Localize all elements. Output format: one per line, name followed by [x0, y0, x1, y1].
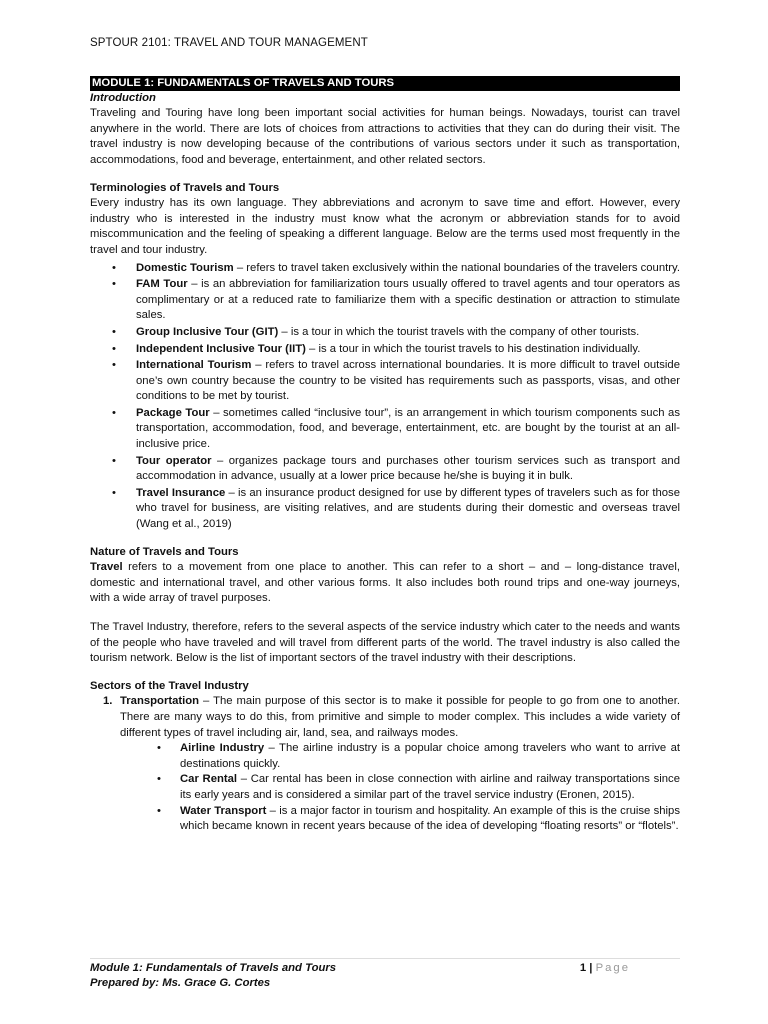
page-footer	[90, 958, 680, 991]
sub-definition: – Car rental has been in close connection with airline and railway transportations since its early years and is considered a similar part of the travel service industry (Eronen, 2015).	[180, 773, 680, 801]
list-item	[90, 454, 680, 485]
bullet-icon: •	[112, 261, 116, 274]
travel-term: Travel	[90, 561, 123, 574]
sub-term: Water Transport	[180, 804, 267, 817]
bullet-icon: •	[112, 486, 116, 499]
page-word: Page	[595, 962, 630, 974]
bullet-icon: •	[112, 359, 116, 372]
term-label: Domestic Tourism	[136, 261, 234, 274]
term-label: Travel Insurance	[136, 486, 226, 499]
term-label: Package Tour	[136, 406, 210, 419]
bullet-icon: •	[157, 742, 161, 755]
sector-definition: – The main purpose of this sector is to make it possible for people to go from one to another. There are many ways to do this, from primitive and simple to moder complex. This includes a wide variety of different types of travel including air, land, sea, and railways modes.	[120, 695, 680, 739]
list-item	[90, 486, 680, 533]
term-definition: – sometimes called “inclusive tour”, is an arrangement in which tourism components such as transportation, accommodation, food, and beverage, entertainment, etc. are bought by the tourist at an all-inclusive price.	[136, 406, 680, 451]
terminologies-heading: Terminologies of Travels and Tours	[90, 181, 280, 194]
nature-heading: Nature of Travels and Tours	[90, 545, 239, 558]
list-item	[90, 741, 680, 772]
travel-paragraph	[90, 560, 680, 607]
bullet-icon: •	[112, 454, 116, 467]
term-definition: – organizes package tours and purchases other tourism services such as transport and accommodation in advance, usually at a lower price because he/she is buying it in bulk.	[136, 454, 680, 483]
list-item	[90, 325, 680, 341]
footer-row	[90, 976, 680, 991]
term-definition: – is an insurance product designed for use by different types of travelers such as for those who travel for business, are visiting relatives, and are students during their domestic and overseas travel (Wang et al., 2019)	[136, 486, 680, 531]
sector-term: Transportation	[120, 695, 200, 708]
term-definition: – is a tour in which the tourist travels with the company of other tourists.	[278, 325, 640, 338]
travel-definition: refers to a movement from one place to another. This can refer to a short – and – long-distance travel, domestic and international travel, and other various forms. It also includes both round trips and one-way journeys, with a wide array of travel purposes.	[90, 561, 680, 605]
list-item	[90, 358, 680, 405]
term-label: FAM Tour	[136, 278, 188, 291]
terminologies-paragraph: Every industry has its own language. They abbreviations and acronym to save time and effort. However, every industry who is interested in the industry must know what the acronym or abbreviation stands for to avoid miscommunication and the feeling of speaking a different language. Below are the terms used most frequently in the travel and tour industry.	[90, 197, 680, 256]
document-page	[90, 30, 680, 835]
list-item	[90, 772, 680, 803]
sectors-heading: Sectors of the Travel Industry	[90, 679, 249, 692]
term-definition: – refers to travel taken exclusively within the national boundaries of the travelers country.	[233, 261, 680, 274]
sub-term: Car Rental	[180, 773, 238, 786]
bullet-icon: •	[112, 278, 116, 291]
list-item	[90, 342, 680, 358]
page-indicator	[580, 961, 630, 976]
term-label: Independent Inclusive Tour (IIT)	[136, 342, 306, 355]
term-definition: – is an abbreviation for familiarization tours usually offered to travel agents and tour operators as complimentary or at a reduced rate to familiarize them with a specific destination or attraction to stimulate sales.	[136, 278, 681, 322]
transportation-sublist	[120, 741, 680, 835]
list-item	[90, 261, 680, 277]
course-header: SPTOUR 2101: TRAVEL AND TOUR MANAGEMENT	[90, 37, 368, 49]
list-item	[90, 694, 680, 834]
list-item	[90, 804, 680, 835]
term-label: Group Inclusive Tour (GIT)	[136, 325, 279, 338]
page-separator: |	[589, 962, 593, 974]
item-number: 1.	[103, 695, 113, 708]
term-label: Tour operator	[136, 454, 212, 467]
list-item	[90, 277, 680, 324]
introduction-heading: Introduction	[90, 91, 156, 104]
bullet-icon: •	[157, 804, 161, 817]
bullet-icon: •	[112, 406, 116, 419]
sub-term: Airline Industry	[180, 742, 265, 755]
page-number: 1	[579, 962, 587, 974]
bullet-icon: •	[112, 325, 116, 338]
terminologies-list	[90, 261, 680, 533]
spacer	[90, 607, 680, 620]
footer-prepared-by: Prepared by: Ms. Grace G. Cortes	[90, 977, 271, 989]
term-definition: – is a tour in which the tourist travels to his destination individually.	[305, 342, 641, 355]
travel-industry-paragraph: The Travel Industry, therefore, refers to the several aspects of the service industry which cater to the needs and wants of the people who have traveled and will travel from different parts of the world. The travel industry is also called the tourism network. Below is the list of important sectors of the travel industry with their descriptions.	[90, 621, 680, 665]
term-label: International Tourism	[136, 359, 252, 372]
footer-module: Module 1: Fundamentals of Travels and Tours	[90, 962, 337, 974]
sub-definition: – is a major factor in tourism and hospitality. An example of this is the cruise ships which became known in recent years because of the idea of developing “floating resorts” or “flotels”.	[180, 804, 680, 833]
list-item	[90, 406, 680, 453]
bullet-icon: •	[112, 342, 116, 355]
term-definition: – refers to travel across international boundaries. It is more difficult to travel outside one’s own country because the country to be visited has requirements such as passports, visas, and other conditions to be met by tourist.	[136, 359, 681, 403]
sub-definition: – The airline industry is a popular choice among travelers who want to arrive at destinations quickly.	[180, 742, 680, 770]
introduction-paragraph: Traveling and Touring have long been important social activities for human beings. Nowadays, tourist can travel anywhere in the world. There are lots of choices from attractions to activities that they can do during their visit. The travel industry is now developing because of the contributions of various sectors under it such as transportation, accommodations, food and beverage, entertainment, and other related sectors.	[90, 107, 680, 166]
bullet-icon: •	[157, 773, 161, 786]
footer-row	[90, 961, 680, 976]
sectors-list	[90, 694, 680, 834]
module-title-bar: MODULE 1: FUNDAMENTALS OF TRAVELS AND TOURS	[90, 76, 680, 91]
